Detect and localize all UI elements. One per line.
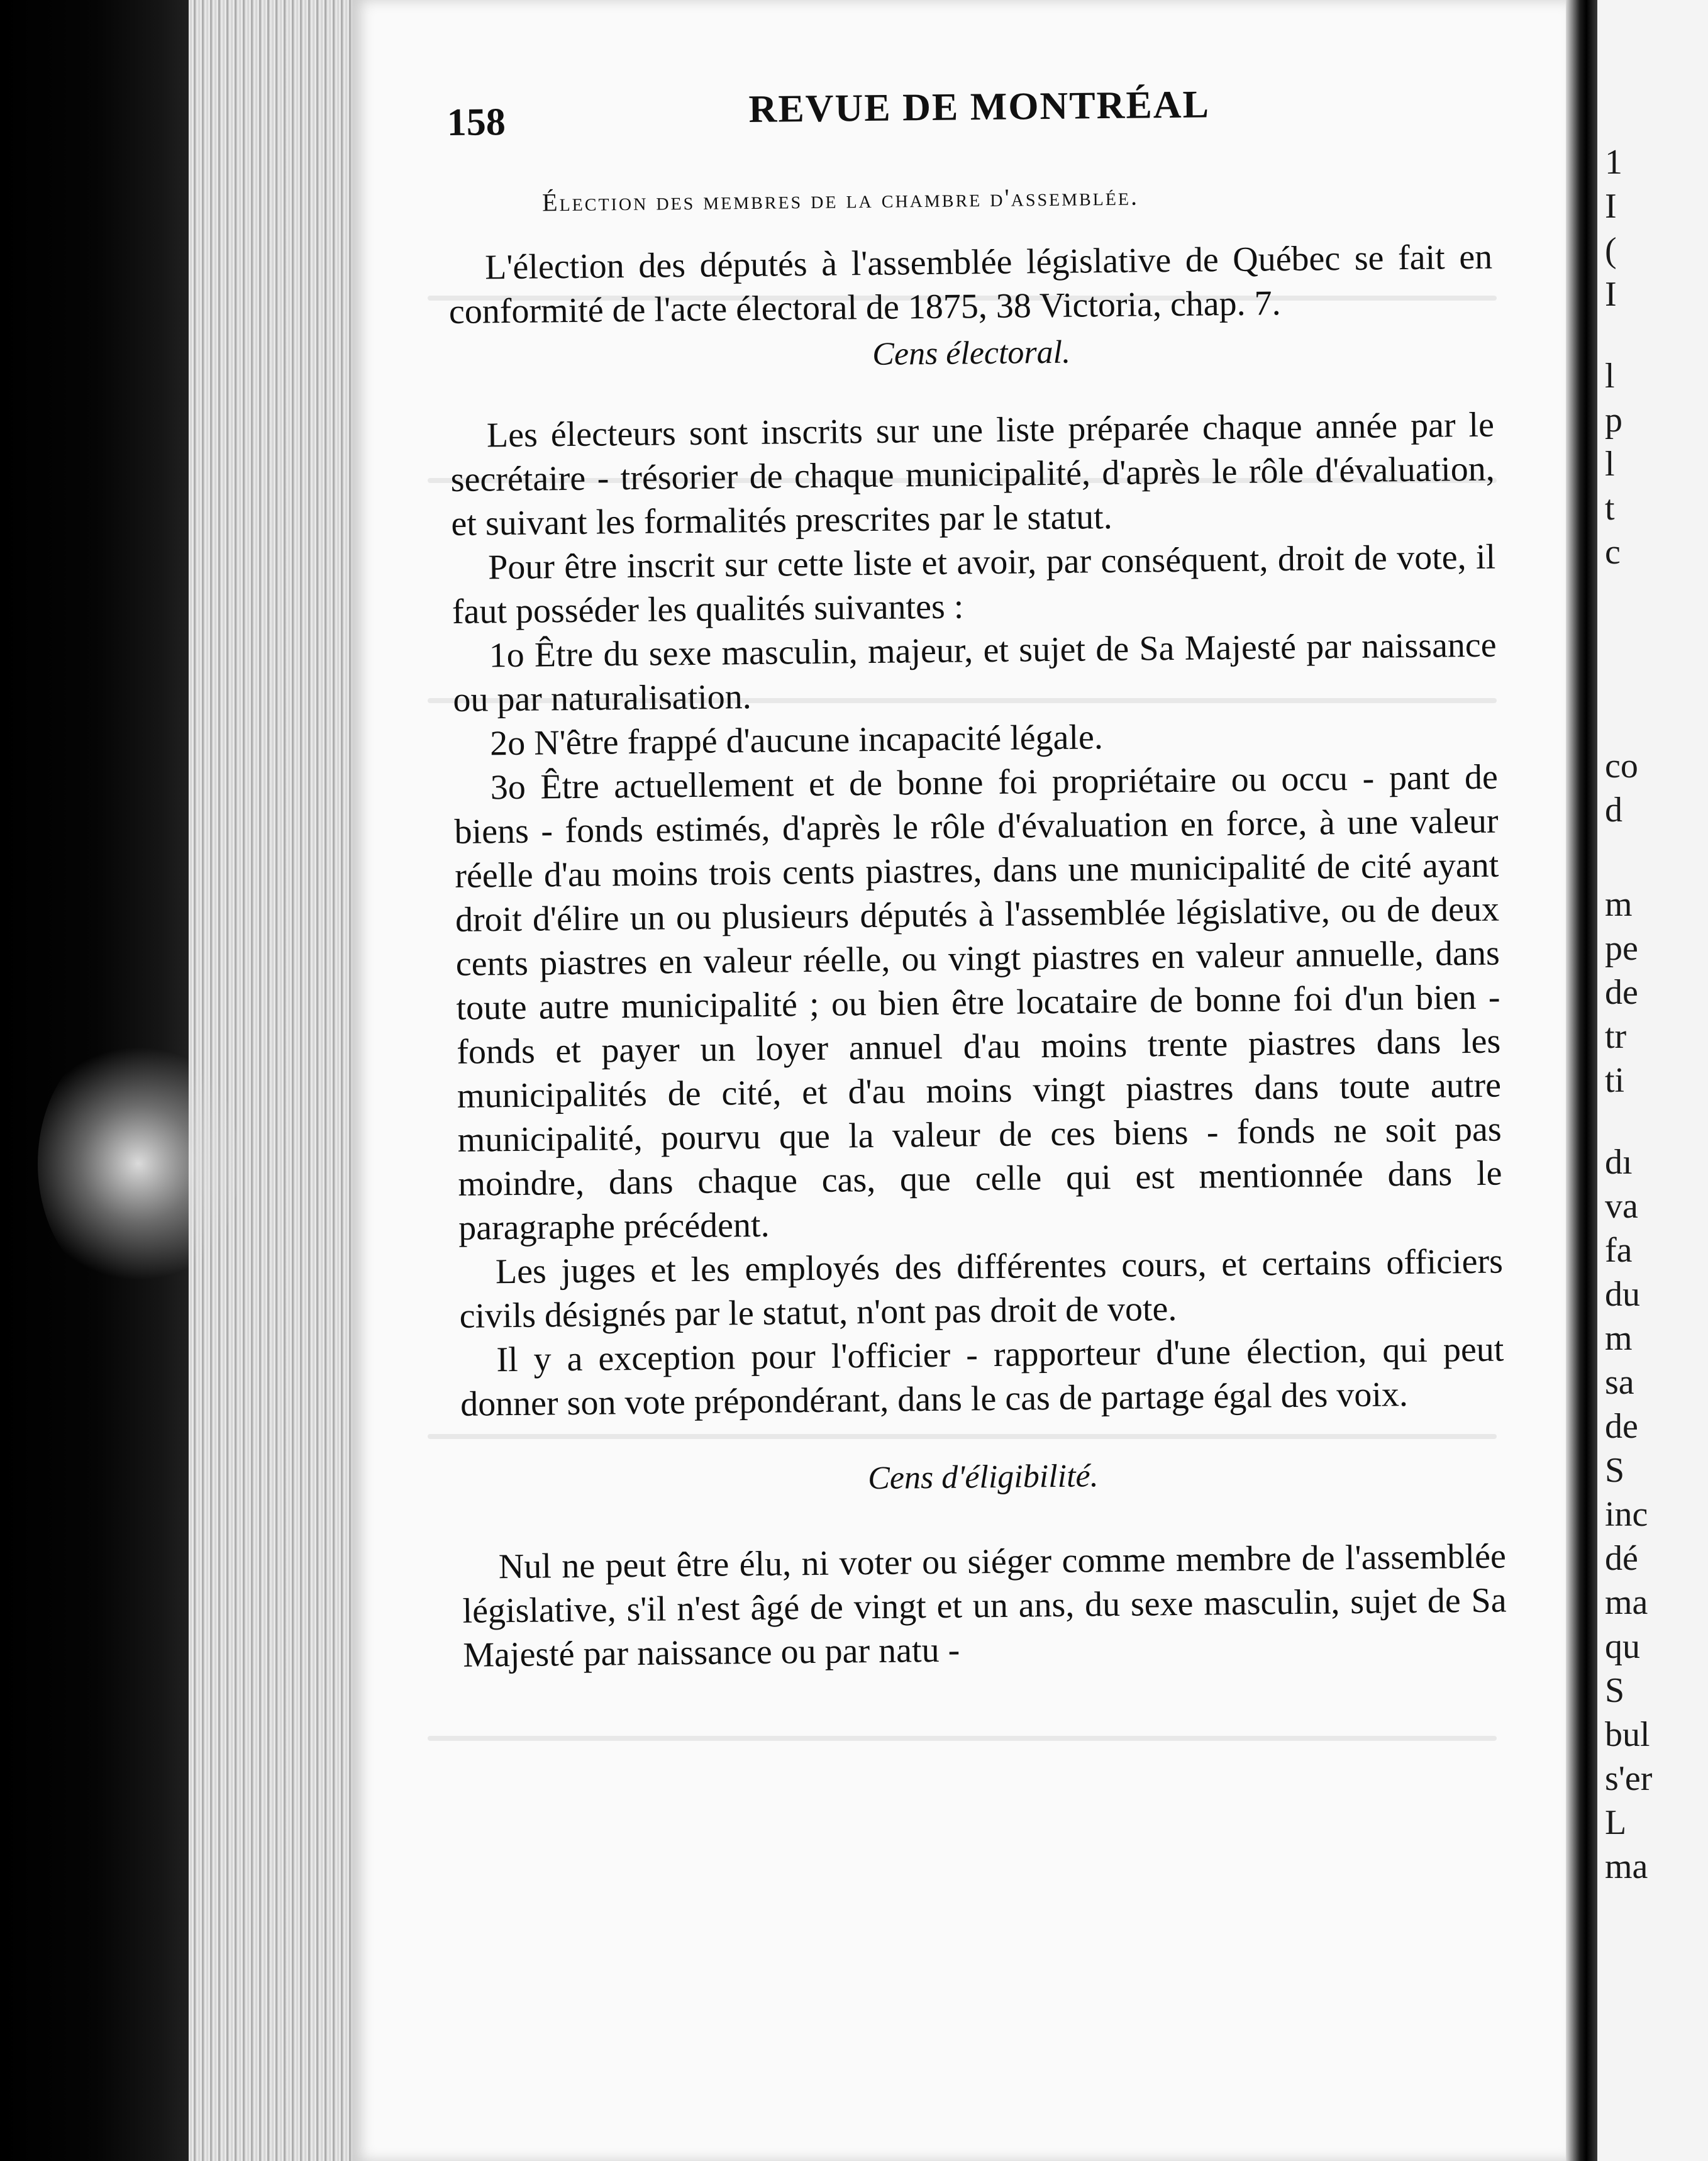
paragraph: Les juges et les employés des différentes cours, et certains officiers civils désignés par le statut, n'ont pas droit de vote. (459, 1242, 1504, 1336)
facing-page-fragment: ti (1605, 1061, 1625, 1100)
facing-page-fragment: d (1605, 791, 1622, 830)
show-through-line (428, 1736, 1497, 1741)
facing-page-fragment: I (1605, 275, 1617, 314)
subheading-cens-eligibilite: Cens d'éligibilité. (867, 1458, 1099, 1497)
paragraph: Il y a exception pour l'officier - rapporteur d'une élection, qui peut donner son vote prépondérant, dans le cas de partage égal des voix. (460, 1330, 1504, 1424)
facing-page-fragment: S (1605, 1451, 1625, 1490)
facing-page-fragment: I (1605, 187, 1617, 226)
facing-page-fragment: m (1605, 885, 1633, 924)
facing-page (1597, 0, 1708, 2161)
qualification-1: 1o Être du sexe masculin, majeur, et sujet de Sa Majesté par naissance ou par naturalisation. (453, 625, 1497, 719)
facing-page-fragment: m (1605, 1319, 1633, 1358)
page-number: 158 (446, 101, 506, 144)
facing-page-fragment: S (1605, 1671, 1625, 1710)
paper-stain (38, 1031, 239, 1296)
intro-paragraph: L'élection des députés à l'assemblée législative de Québec se fait en conformité de l'acte électoral de 1875, 38 Victoria, chap. 7. (448, 237, 1493, 331)
facing-page-fragment: p (1605, 401, 1622, 440)
journal-title: REVUE DE MONTRÉAL (748, 83, 1211, 131)
list-item (452, 623, 1497, 722)
qualification-3: 3o Être actuellement et de bonne foi propriétaire ou occu - pant de biens - fonds estimés, d'après le rôle d'évaluation en force, à une valeur réelle d'au moins trois cents piastres, dans une municipalité de cité ayant droit d'élire un ou plusieurs députés à l'assemblée législative, ou de deux cents piastres en valeur réelle, ou vingt piastres en valeur annuelle, dans toute autre municipalité ; ou bien être locataire de bonne foi d'un bien - fonds et payer un loyer annuel d'au moins trente piastres dans les municipalités de cité, et d'au moins vingt piastres dans toute autre municipalité, pourvu que la valeur de ces biens - fonds ne soit pas moindre, dans chaque cas, que celle qui est mentionnée dans le paragraphe précédent. (454, 757, 1502, 1248)
subheading-cens-electoral: Cens électoral. (872, 334, 1071, 372)
paragraph: Nul ne peut être élu, ni voter ou siéger comme membre de l'assemblée législative, s'il n'est âgé de vingt et un ans, du sexe masculin, sujet de Sa Majesté par naissance ou par natu - (462, 1536, 1507, 1675)
facing-page-fragment: ( (1605, 231, 1617, 270)
facing-page-fragment: 1 (1605, 143, 1622, 182)
facing-page-fragment: fa (1605, 1231, 1633, 1270)
facing-page-fragment: inc (1605, 1495, 1648, 1534)
section-title: Élection des membres de la chambre d'assemblée. (541, 182, 1140, 217)
facing-page-fragment: de (1605, 973, 1638, 1012)
facing-page-fragment: t (1605, 489, 1615, 528)
facing-page-fragment: L (1605, 1803, 1627, 1842)
paragraph: Les électeurs sont inscrits sur une liste préparée chaque année par le secrétaire - trésorier de chaque municipalité, d'après le rôle d'évaluation, et suivant les formalités prescrites par le statut. (450, 405, 1495, 543)
facing-page-fragment: pe (1605, 929, 1638, 968)
book-page (352, 0, 1566, 2161)
facing-page-fragment: ma (1605, 1847, 1648, 1886)
facing-page-fragment: dı (1605, 1143, 1633, 1182)
facing-page-fragment: va (1605, 1187, 1638, 1226)
book-gutter (1566, 0, 1597, 2161)
qualification-2: 2o N'être frappé d'aucune incapacité légale. (489, 718, 1104, 764)
running-head (446, 65, 1491, 145)
facing-page-fragment: l (1605, 445, 1615, 484)
facing-page-fragment: du (1605, 1275, 1640, 1314)
facing-page-fragment: s'er (1605, 1759, 1653, 1798)
facing-page-fragment: tr (1605, 1017, 1627, 1056)
facing-page-fragment: l (1605, 357, 1615, 396)
page-content (446, 65, 1507, 1677)
list-item (453, 755, 1502, 1250)
facing-page-fragment: sa (1605, 1363, 1634, 1402)
facing-page-fragment: dé (1605, 1539, 1638, 1578)
facing-page-fragment: de (1605, 1407, 1638, 1446)
facing-page-fragment: bul (1605, 1715, 1650, 1754)
facing-page-fragment: ma (1605, 1583, 1648, 1622)
paragraph: Pour être inscrit sur cette liste et avoir, par conséquent, droit de vote, il faut posséder les qualités suivantes : (452, 537, 1496, 631)
facing-page-fragment: c (1605, 533, 1621, 572)
facing-page-fragment: qu (1605, 1627, 1640, 1666)
facing-page-fragment: co (1605, 747, 1638, 786)
